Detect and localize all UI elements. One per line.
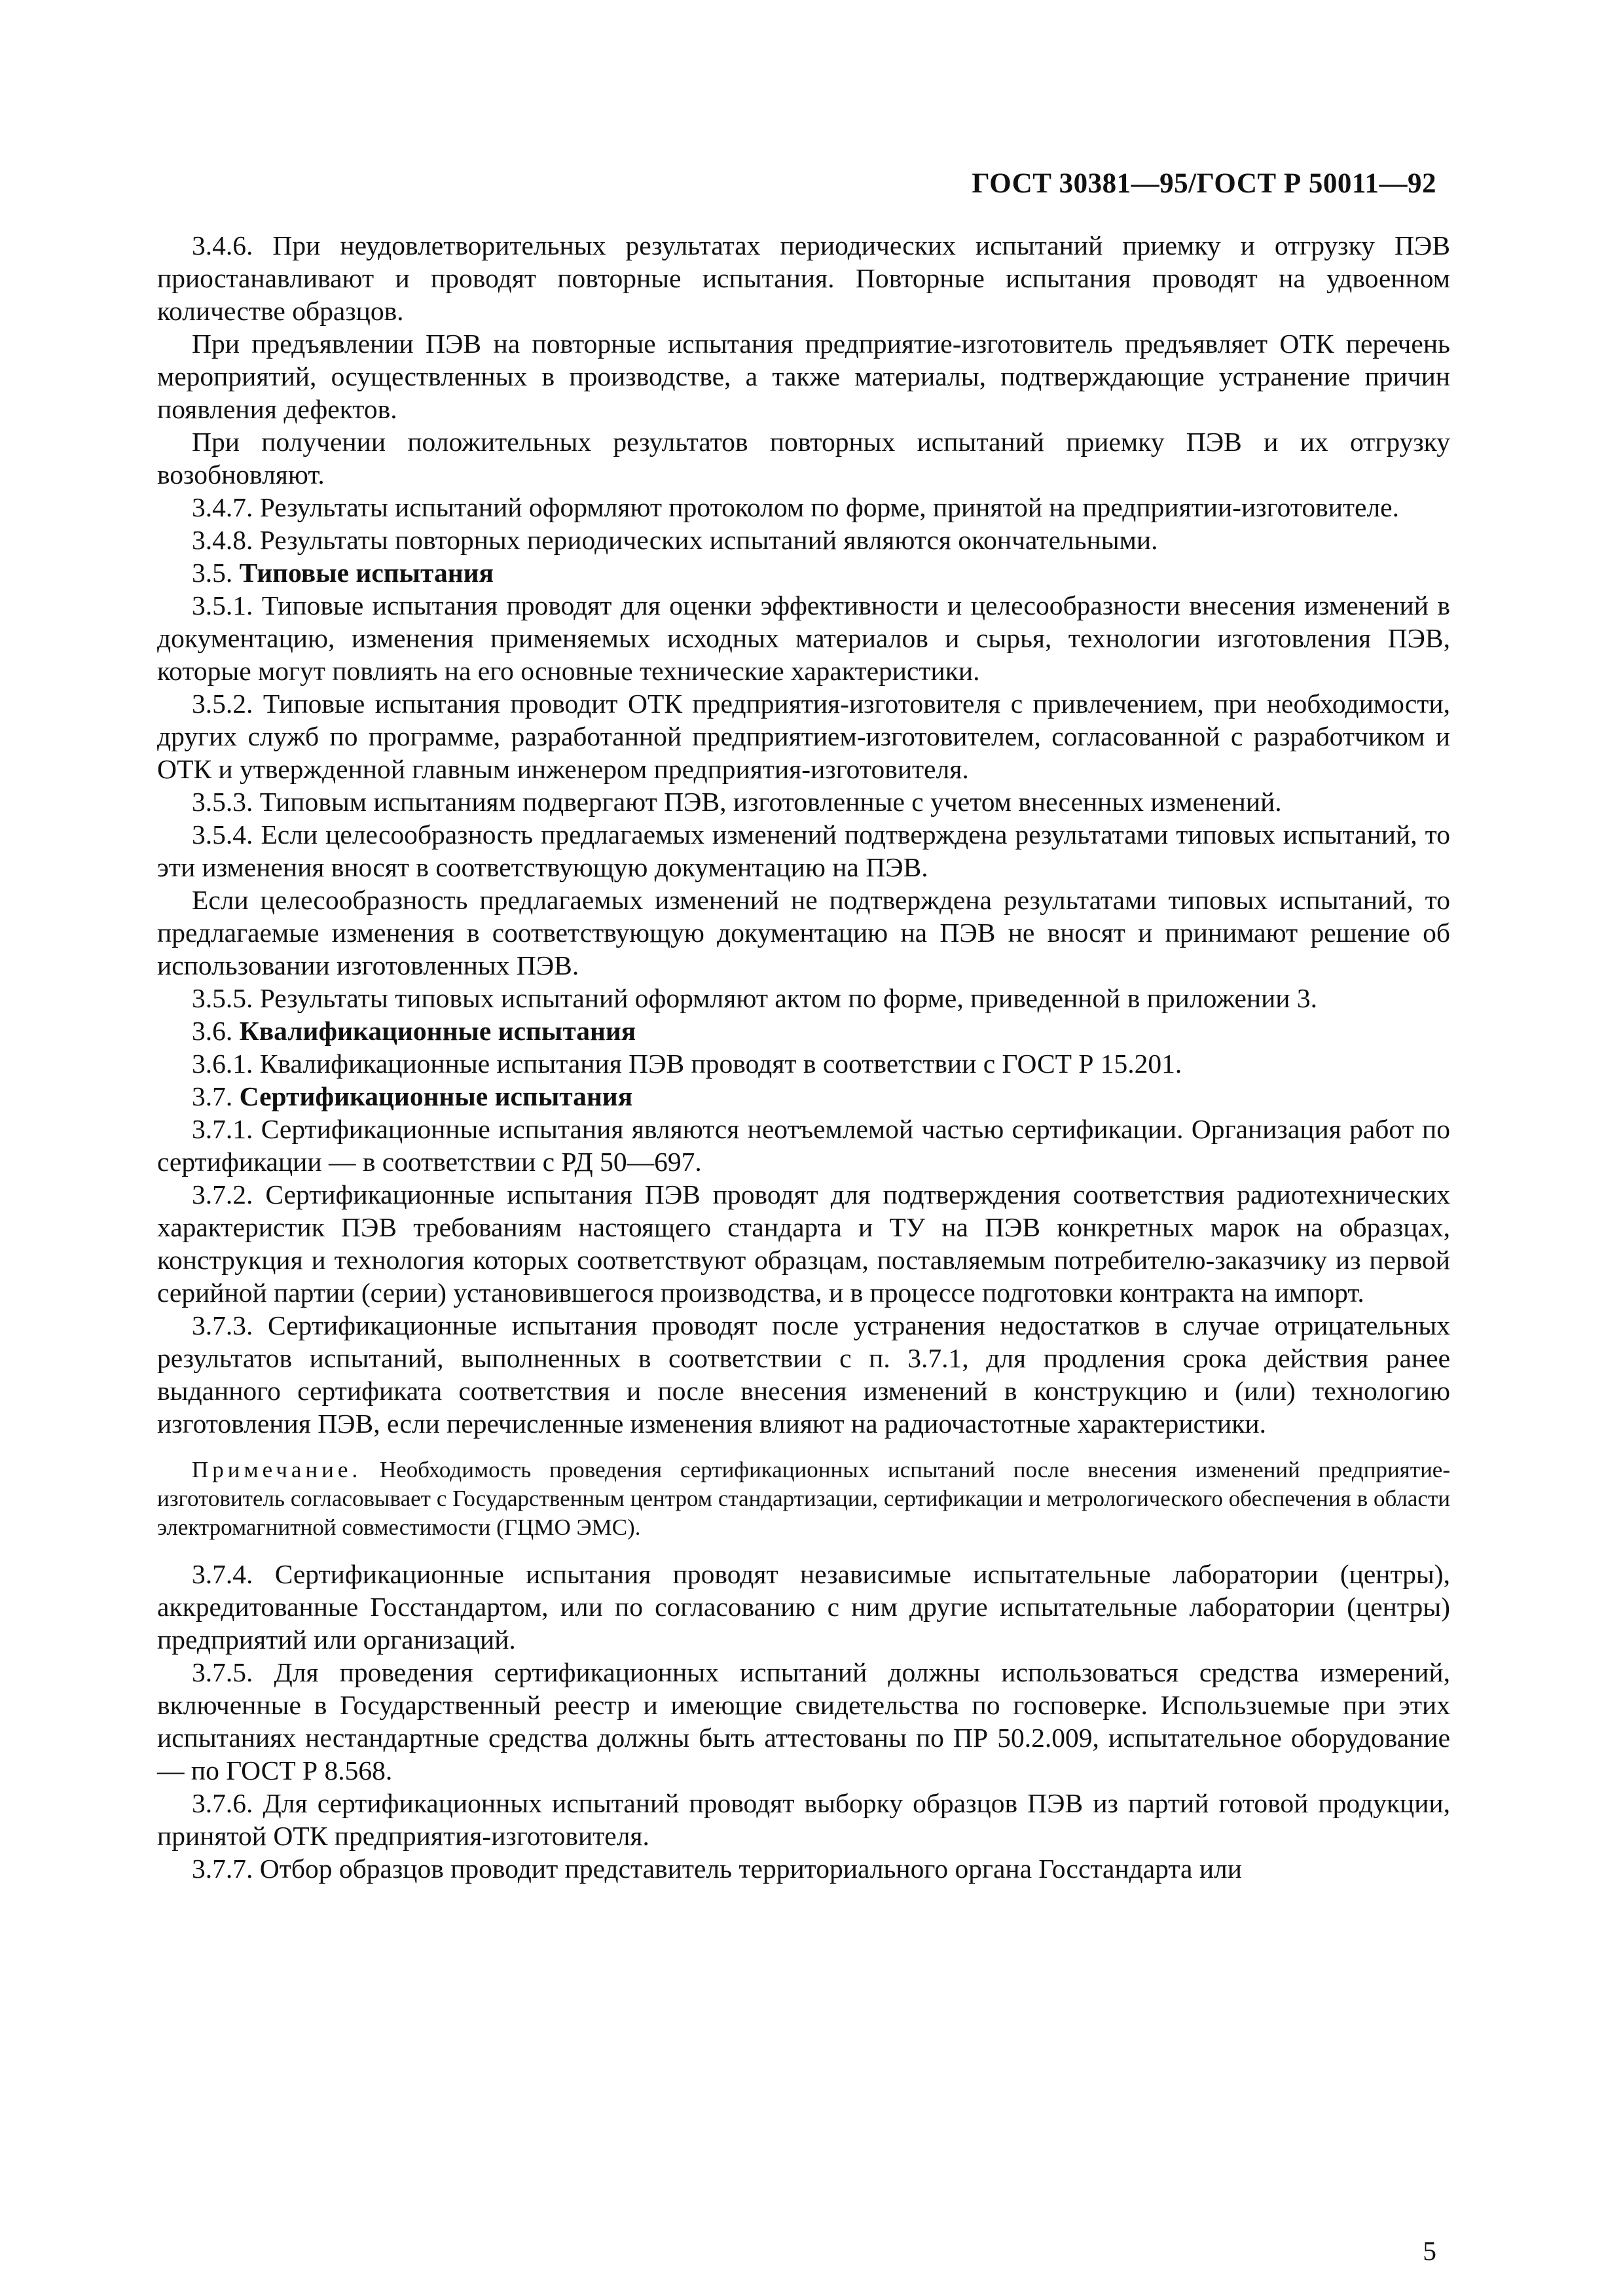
paragraph-3-7-3: 3.7.3. Сертификационные испытания проводят после устранения недостатков в случае отрицательных результатов испытаний, выполненных в соответствии с п. 3.7.1, для продления срока действия ранее выданного сертификата соответствия и после внесения изменений в конструкцию и (или) технологию изготовления ПЭВ, если перечисленные изменения влияют на радиочастотные характеристики. bbox=[157, 1310, 1450, 1439]
paragraph-3-5-2: 3.5.2. Типовые испытания проводит ОТК предприятия-изготовителя с привлечением, при необходимости, других служб по программе, разработанной предприятием-изготовителем, согласованной с разработчиком и ОТК и утвержденной главным инженером предприятия-изготовителя. bbox=[157, 689, 1450, 784]
paragraph-3-7-1: 3.7.1. Сертификационные испытания являются неотъемлемой частью сертификации. Организация работ по сертификации — в соответствии с РД 50—697. bbox=[157, 1114, 1450, 1177]
section-number: 3.7. bbox=[192, 1081, 233, 1111]
paragraph-3-5-4: 3.5.4. Если целесообразность предлагаемых изменений подтверждена результатами типовых испытаний, то эти изменения вносят в соответствующую документацию на ПЭВ. bbox=[157, 819, 1450, 882]
paragraph-3-5-4-continued: Если целесообразность предлагаемых изменений не подтверждена результатами типовых испытаний, то предлагаемые изменения в соответствующую документацию на ПЭВ не вносят и принимают решение об использовании изготовленных ПЭВ. bbox=[157, 885, 1450, 980]
paragraph-3-7-6: 3.7.6. Для сертификационных испытаний проводят выборку образцов ПЭВ из партий готовой продукции, принятой ОТК предприятия-изготовителя. bbox=[157, 1788, 1450, 1851]
paragraph-3-4-8: 3.4.8. Результаты повторных периодических испытаний являются окончательными. bbox=[192, 525, 1158, 555]
note-text: Необходимость проведения сертификационных испытаний после внесения изменений предприятие-изготовитель согласовывает с Государственным центром стандартизации, сертификации и метрологического обеспечения в области электромагнитной совместимости (ГЦМО ЭМС). bbox=[157, 1457, 1450, 1540]
note bbox=[157, 1456, 1450, 1542]
paragraph-3-5-3: 3.5.3. Типовым испытаниям подвергают ПЭВ, изготовленные с учетом внесенных изменений. bbox=[192, 787, 1282, 817]
paragraph-3-7-2: 3.7.2. Сертификационные испытания ПЭВ проводят для подтверждения соответствия радиотехнических характеристик ПЭВ требованиям настоящего стандарта и ТУ на ПЭВ конкретных марок на образцах, конструкция и технология которых соответствуют образцам, поставляемым потребителю-заказчику из первой серийной партии (серии) установившегося производства, и в процессе подготовки контракта на импорт. bbox=[157, 1179, 1450, 1308]
note-label: Примечание. bbox=[192, 1457, 362, 1482]
section-number: 3.5. bbox=[192, 558, 233, 588]
paragraph-3-6-1: 3.6.1. Квалификационные испытания ПЭВ проводят в соответствии с ГОСТ Р 15.201. bbox=[192, 1049, 1182, 1079]
paragraph-3-5-5: 3.5.5. Результаты типовых испытаний оформляют актом по форме, приведенной в приложении 3. bbox=[192, 983, 1317, 1013]
section-heading-3-7 bbox=[157, 1080, 1450, 1113]
paragraph-3-5-1: 3.5.1. Типовые испытания проводят для оценки эффективности и целесообразности внесения изменений в документацию, изменения применяемых исходных материалов и сырья, технологии изготовления ПЭВ, которые могут повлиять на его основные технические характеристики. bbox=[157, 590, 1450, 686]
section-title: Типовые испытания bbox=[239, 558, 494, 588]
paragraph-3-7-5: 3.7.5. Для проведения сертификационных испытаний должны использоваться средства измерений, включенные в Государственный реестр и имеющие свидетельства по госповерке. Использueмые при этих испытаниях нестандартные средства должны быть аттестованы по ПР 50.2.009, испытательное оборудование — по ГОСТ Р 8.568. bbox=[157, 1657, 1450, 1785]
paragraph-repeat-tests-1: При предъявлении ПЭВ на повторные испытания предприятие-изготовитель предъявляет ОТК перечень мероприятий, осуществленных в производстве, а также материалы, подтверждающие устранение причин появления дефектов. bbox=[157, 329, 1450, 424]
section-title: Квалификационные испытания bbox=[239, 1016, 636, 1046]
paragraph-repeat-tests-2: При получении положительных результатов повторных испытаний приемку ПЭВ и их отгрузку возобновляют. bbox=[157, 427, 1450, 490]
section-title: Сертификационные испытания bbox=[239, 1081, 633, 1111]
document-body bbox=[157, 229, 1450, 1885]
page-number: 5 bbox=[1423, 2236, 1436, 2266]
paragraph-3-4-6: 3.4.6. При неудовлетворительных результатах периодических испытаний приемку и отгрузку ПЭВ приостанавливают и проводят повторные испытания. Повторные испытания проводят на удвоенном количестве образцов. bbox=[157, 230, 1450, 326]
document-header: ГОСТ 30381—95/ГОСТ Р 50011—92 bbox=[972, 168, 1436, 199]
section-heading-3-6 bbox=[157, 1014, 1450, 1047]
paragraph-3-7-4: 3.7.4. Сертификационные испытания проводят независимые испытательные лаборатории (центры), аккредитованные Госстандартом, или по согласованию с ним другие испытательные лаборатории (центры) предприятий или организаций. bbox=[157, 1559, 1450, 1655]
section-number: 3.6. bbox=[192, 1016, 233, 1046]
paragraph-3-4-7: 3.4.7. Результаты испытаний оформляют протоколом по форме, принятой на предприятии-изготовителе. bbox=[192, 492, 1399, 522]
section-heading-3-5 bbox=[157, 556, 1450, 589]
paragraph-3-7-7: 3.7.7. Отбор образцов проводит представитель территориального органа Госстандарта или bbox=[192, 1854, 1242, 1884]
